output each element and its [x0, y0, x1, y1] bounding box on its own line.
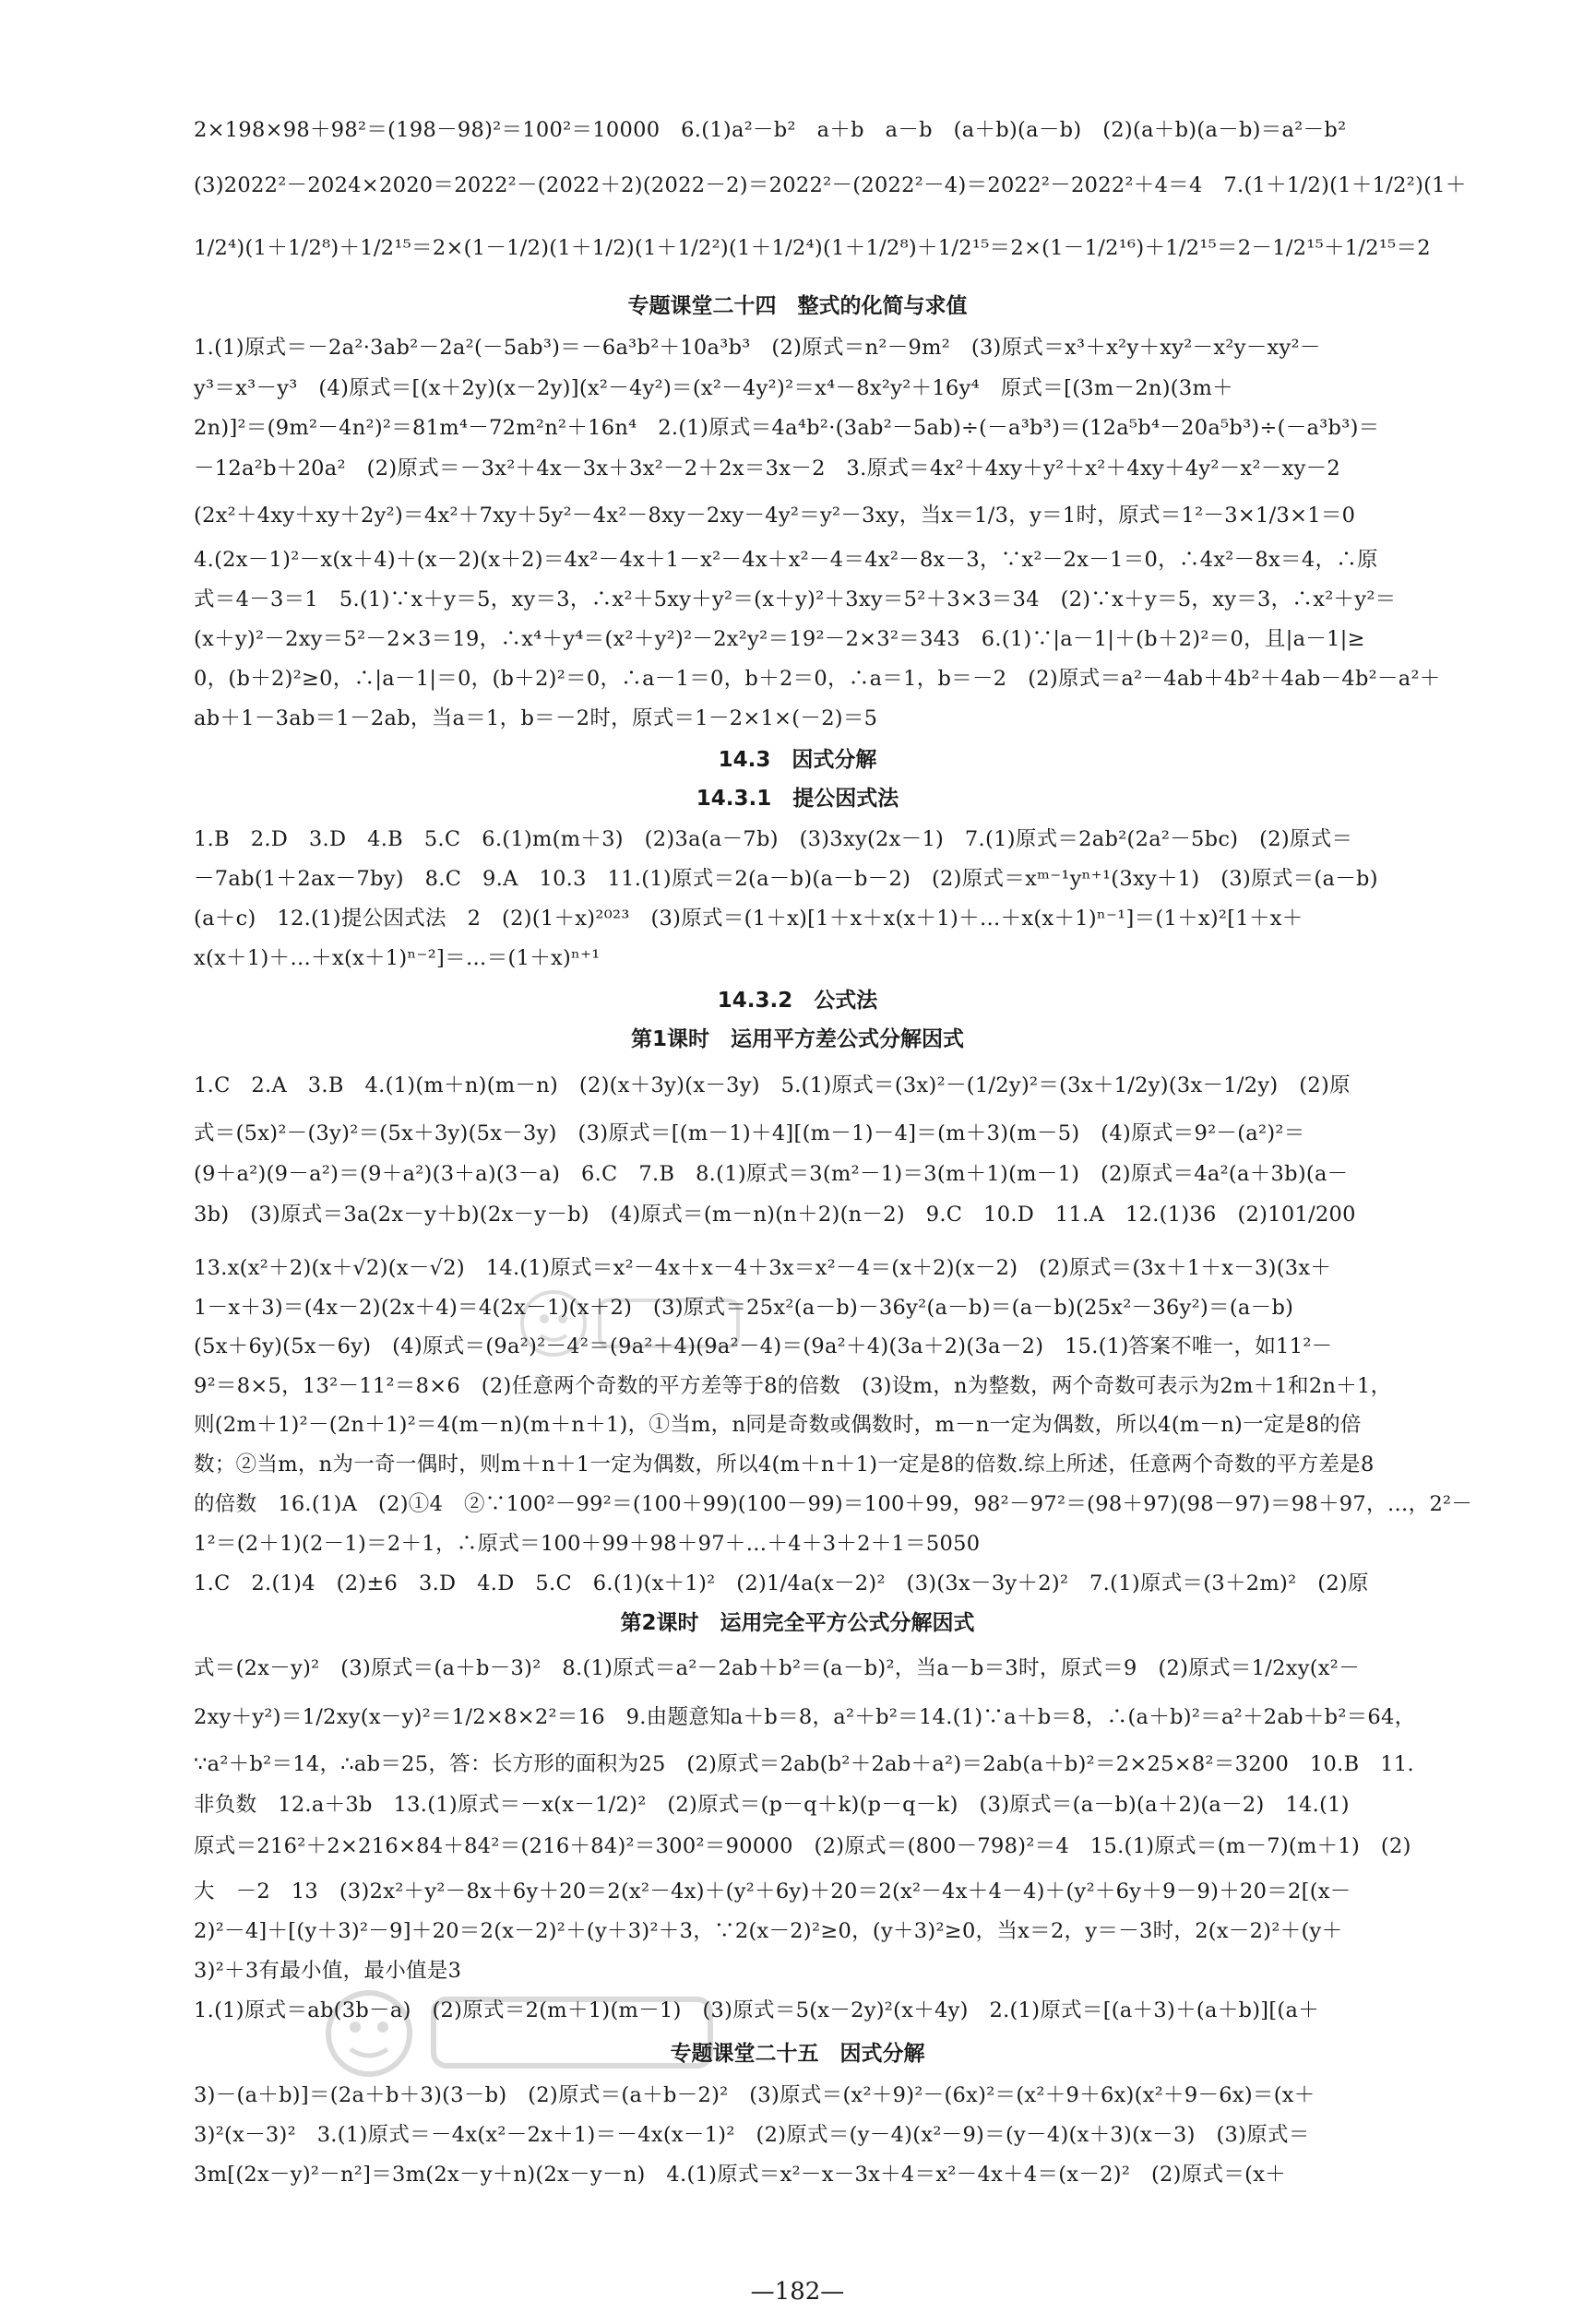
page-number: —182—: [750, 2278, 845, 2306]
text-line: 2xy＋y²)＝1/2xy(x－y)²＝1/2×8×2²＝16 9.由题意知a＋b＝8，a²＋b²＝14.(1)∵a＋b＝8，∴(a＋b)²＝a²＋2ab＋b²＝64，: [194, 1705, 1416, 1729]
section-heading: 14.3.1 提公因式法: [696, 787, 899, 811]
text-line: 原式＝216²＋2×216×84＋84²＝(216＋84)²＝300²＝90000 (2)原式＝(800－798)²＝4 15.(1)原式＝(m－7)(m＋1) (2): [194, 1834, 1411, 1858]
text-line: 4.(2x－1)²－x(x＋4)＋(x－2)(x＋2)＝4x²－4x＋1－x²－4x＋x²－4＝4x²－8x－3，∵x²－2x－1＝0，∴4x²－8x＝4，∴原: [194, 548, 1378, 572]
text-line: 1.B 2.D 3.D 4.B 5.C 6.(1)m(m＋3) (2)3a(a－7b) (3)3xy(2x－1) 7.(1)原式＝2ab²(2a²－5bc) (2)原式＝: [194, 827, 1353, 851]
section-heading: 14.3.2 公式法: [717, 989, 878, 1013]
text-line: 2×198×98＋98²＝(198－98)²＝100²＝10000 6.(1)a²－b² a＋b a－b (a＋b)(a－b) (2)(a＋b)(a－b)＝a²－b²: [194, 118, 1347, 142]
text-line: 3m[(2x－y)²－n²]＝3m(2x－y＋n)(2x－y－n) 4.(1)原式＝x²－x－3x＋4＝x²－4x＋4＝(x－2)² (2)原式＝(x＋: [194, 2163, 1286, 2187]
watermark-logo: [517, 1282, 756, 1369]
text-line: 1－x＋3)＝(4x－2)(2x＋4)＝4(2x－1)(x＋2) (3)原式＝25x²(a－b)－36y²(a－b)＝(a－b)(25x²－36y²)＝(a－b): [194, 1296, 1294, 1320]
text-line: 3)－(a＋b)]＝(2a＋b＋3)(3－b) (2)原式＝(a＋b－2)² (3)原式＝(x²＋9)²－(6x)²＝(x²＋9＋6x)(x²＋9－6x)＝(x＋: [194, 2083, 1315, 2107]
text-line: ab＋1－3ab＝1－2ab，当a＝1，b＝－2时，原式＝1－2×1×(－2)＝5: [194, 706, 878, 730]
watermark-logo: [314, 1983, 738, 2088]
text-line: 13.x(x²＋2)(x＋√2)(x－√2) 14.(1)原式＝x²－4x＋x－4＋3x＝x²－4＝(x＋2)(x－2) (2)原式＝(3x＋1＋x－3)(3x＋: [194, 1256, 1332, 1280]
text-line: 数；②当m，n为一奇一偶时，则m＋n＋1一定为偶数，所以4(m＋n＋1)一定是8的倍数.综上所述，任意两个奇数的平方差是8: [194, 1452, 1375, 1476]
cartoon-mascot-icon: [517, 1282, 756, 1365]
text-line: 1²＝(2＋1)(2－1)＝2＋1，∴原式＝100＋99＋98＋97＋…＋4＋3＋2＋1＝5050: [194, 1532, 981, 1556]
text-line: 1.(1)原式＝－2a²·3ab²－2a²(－5ab³)＝－6a³b²＋10a³b³ (2)原式＝n²－9m² (3)原式＝x³＋x²y＋xy²－x²y－xy²－: [194, 336, 1321, 360]
text-line: x(x＋1)＋…＋x(x＋1)ⁿ⁻²]＝…＝(1＋x)ⁿ⁺¹: [194, 946, 601, 970]
text-line: －12a²b＋20a² (2)原式＝－3x²＋4x－3x＋3x²－2＋2x＝3x－2 3.原式＝4x²＋4xy＋y²＋x²＋4xy＋4y²－x²－xy－2: [194, 456, 1341, 480]
section-heading: 专题课堂二十五 因式分解: [670, 2042, 925, 2066]
text-line: (5x＋6y)(5x－6y) (4)原式＝(9a²)²－4²＝(9a²＋4)(9a²－4)＝(9a²＋4)(3a＋2)(3a－2) 15.(1)答案不唯一，如11²－: [194, 1334, 1333, 1358]
text-line: 9²＝8×5，13²－11²＝8×6 (2)任意两个奇数的平方差等于8的倍数 (3)设m，n为整数，两个奇数可表示为2m＋1和2n＋1，: [194, 1374, 1392, 1398]
text-line: 0，(b＋2)²≥0，∴|a－1|＝0，(b＋2)²＝0，∴a－1＝0，b＋2＝0，∴a＝1，b＝－2 (2)原式＝a²－4ab＋4b²＋4ab－4b²－a²＋: [194, 667, 1441, 691]
text-line: (x＋y)²－2xy＝5²－2×3＝19，∴x⁴＋y⁴＝(x²＋y²)²－2x²y²＝19²－2×3²＝343 6.(1)∵|a－1|＋(b＋2)²＝0，且|a－1|≥: [194, 627, 1365, 651]
text-line: (a＋c) 12.(1)提公因式法 2 (2)(1＋x)²⁰²³ (3)原式＝(1＋x)[1＋x＋x(x＋1)＋…＋x(x＋1)ⁿ⁻¹]＝(1＋x)²[1＋x＋: [194, 907, 1303, 931]
text-line: 1.(1)原式＝ab(3b－a) (2)原式＝2(m＋1)(m－1) (3)原式＝5(x－2y)²(x＋4y) 2.(1)原式＝[(a＋3)＋(a＋b)][(a＋: [194, 1998, 1320, 2022]
text-line: (2x²＋4xy＋xy＋2y²)＝4x²＋7xy＋5y²－4x²－8xy－2xy－4y²＝y²－3xy，当x＝1/3，y＝1时，原式＝1²－3×1/3×1＝0: [194, 504, 1356, 528]
text-line: 1.C 2.(1)4 (2)±6 3.D 4.D 5.C 6.(1)(x＋1)² (2)1/4a(x－2)² (3)(3x－3y＋2)² 7.(1)原式＝(3＋2m)² (2)原: [194, 1571, 1369, 1595]
text-line: 式＝(2x－y)² (3)原式＝(a＋b－3)² 8.(1)原式＝a²－2ab＋b²＝(a－b)²，当a－b＝3时，原式＝9 (2)原式＝1/2xy(x²－: [194, 1656, 1360, 1680]
watermark-logo-graphic: [314, 1983, 738, 2084]
text-line: 1/2⁴)(1＋1/2⁸)＋1/2¹⁵＝2×(1－1/2)(1＋1/2)(1＋1/2²)(1＋1/2⁴)(1＋1/2⁸)＋1/2¹⁵＝2×(1－1/2¹⁶)＋1/2¹⁵＝2－1/2¹⁵＋1/2¹⁵＝2: [194, 236, 1431, 260]
text-line: 则(2m＋1)²－(2n＋1)²＝4(m－n)(m＋n＋1)，①当m，n同是奇数或偶数时，m－n一定为偶数，所以4(m－n)一定是8的倍: [194, 1413, 1362, 1437]
text-line: 非负数 12.a＋3b 13.(1)原式＝－x(x－1/2)² (2)原式＝(p－q＋k)(p－q－k) (3)原式＝(a－b)(a＋2)(a－2) 14.(1): [194, 1793, 1350, 1817]
text-line: ∵a²＋b²＝14，∴ab＝25，答：长方形的面积为25 (2)原式＝2ab(b²＋2ab＋a²)＝2ab(a＋b)²＝2×25×8²＝3200 10.B 11.: [194, 1752, 1414, 1776]
text-line: 1.C 2.A 3.B 4.(1)(m＋n)(m－n) (2)(x＋3y)(x－3y) 5.(1)原式＝(3x)²－(1/2y)²＝(3x＋1/2y)(3x－1/2y) (2)原: [194, 1073, 1351, 1097]
text-line: y³＝x³－y³ (4)原式＝[(x＋2y)(x－2y)](x²－4y²)＝(x²－4y²)²＝x⁴－8x²y²＋16y⁴ 原式＝[(3m－2n)(3m＋: [194, 376, 1233, 400]
text-line: (3)2022²－2024×2020＝2022²－(2022＋2)(2022－2)＝2022²－(2022²－4)＝2022²－2022²＋4＝4 7.(1＋1/2)(1＋1/2²)(1＋: [194, 173, 1467, 197]
text-line: 2)²－4]＋[(y＋3)²－9]＋20＝2(x－2)²＋(y＋3)²＋3，∵2(x－2)²≥0，(y＋3)²≥0，当x＝2，y＝－3时，2(x－2)²＋(y＋: [194, 1919, 1343, 1943]
text-line: (9＋a²)(9－a²)＝(9＋a²)(3＋a)(3－a) 6.C 7.B 8.(1)原式＝3(m²－1)＝3(m＋1)(m－1) (2)原式＝4a²(a＋3b)(a－: [194, 1162, 1349, 1186]
text-line: 大 －2 13 (3)2x²＋y²－8x＋6y＋20＝2(x²－4x)＋(y²＋6y)＋20＝2(x²－4x＋4－4)＋(y²＋6y＋9－9)＋20＝2[(x－: [194, 1879, 1351, 1903]
text-line: 3b) (3)原式＝3a(2x－y＋b)(2x－y－b) (4)原式＝(m－n)(n＋2)(n－2) 9.C 10.D 11.A 12.(1)36 (2)101/200: [194, 1203, 1356, 1227]
section-heading: 第2课时 运用完全平方公式分解因式: [620, 1611, 975, 1635]
text-line: 3)²(x－3)² 3.(1)原式＝－4x(x²－2x＋1)＝－4x(x－1)² (2)原式＝(y－4)(x²－9)＝(y－4)(x＋3)(x－3) (3)原式＝: [194, 2123, 1310, 2147]
text-line: 3)²＋3有最小值，最小值是3: [194, 1959, 462, 1983]
text-line: 式＝4－3＝1 5.(1)∵x＋y＝5，xy＝3，∴x²＋5xy＋y²＝(x＋y)²＋3xy＝5²＋3×3＝34 (2)∵x＋y＝5，xy＝3，∴x²＋y²＝: [194, 587, 1397, 611]
text-line: 2n)]²＝(9m²－4n²)²＝81m⁴－72m²n²＋16n⁴ 2.(1)原式＝4a⁴b²·(3ab²－5ab)÷(－a³b³)＝(12a⁵b⁴－20a⁵b³)÷(－a³b³)＝: [194, 416, 1380, 440]
section-heading: 专题课堂二十四 整式的化简与求值: [627, 294, 968, 318]
section-heading: 第1课时 运用平方差公式分解因式: [630, 1027, 964, 1051]
text-line: 式＝(5x)²－(3y)²＝(5x＋3y)(5x－3y) (3)原式＝[(m－1)＋4][(m－1)－4]＝(m＋3)(m－5) (4)原式＝9²－(a²)²＝: [194, 1121, 1305, 1145]
text-line: 的倍数 16.(1)A (2)①4 ②∵100²－99²＝(100＋99)(100－99)＝100＋99，98²－97²＝(98＋97)(98－97)＝98＋97，…，2²－: [194, 1492, 1473, 1516]
section-heading: 14.3 因式分解: [718, 748, 877, 772]
text-line: －7ab(1＋2ax－7by) 8.C 9.A 10.3 11.(1)原式＝2(a－b)(a－b－2) (2)原式＝xᵐ⁻¹yⁿ⁺¹(3xy＋1) (3)原式＝(a－b): [194, 867, 1378, 891]
